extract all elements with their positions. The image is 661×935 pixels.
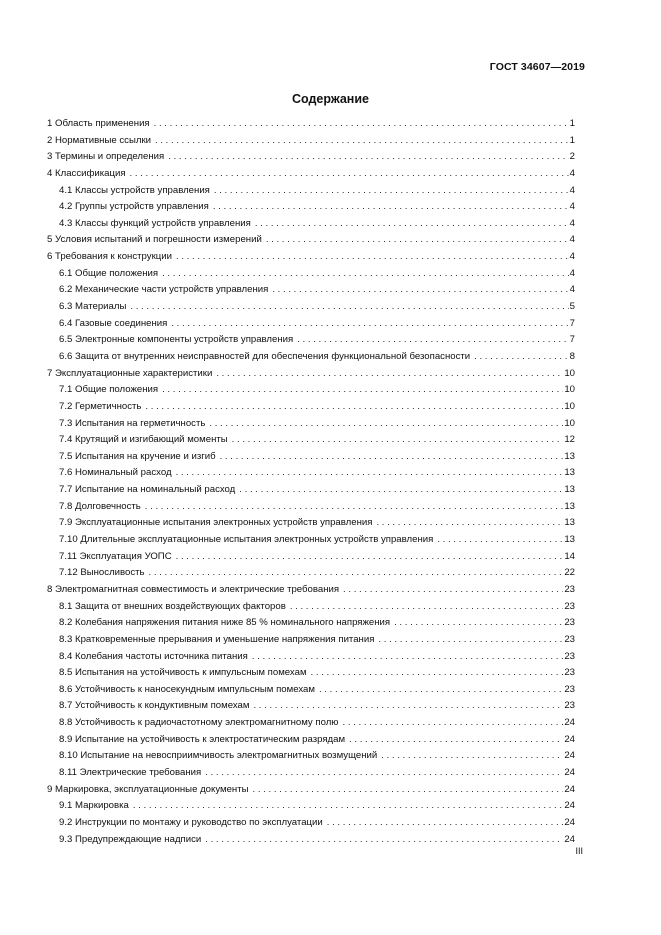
- dot-leader: [378, 632, 563, 649]
- dot-leader: [253, 782, 564, 799]
- toc-entry-page: 2: [569, 151, 575, 163]
- toc-entry-label: 9 Маркировка, эксплуатационные документы: [47, 783, 249, 795]
- toc-entry-label: 7 Эксплуатационные характеристики: [47, 367, 213, 379]
- toc-entry-page: 13: [564, 517, 575, 529]
- toc-entry-label: 7.5 Испытания на кручение и изгиб: [59, 450, 216, 462]
- toc-entry-label: 7.4 Крутящий и изгибающий моменты: [59, 434, 228, 446]
- toc-entry-page: 14: [564, 550, 575, 562]
- toc-entry-page: 4: [569, 284, 575, 296]
- toc-entry-label: 6.6 Защита от внутренних неисправностей для обеспечения функциональной безопасности: [59, 350, 471, 362]
- dot-leader: [266, 232, 569, 249]
- toc-entry-page: 13: [564, 450, 575, 462]
- toc-entry-page: 4: [569, 167, 575, 179]
- toc-entry-label: 6.4 Газовые соединения: [59, 317, 168, 329]
- toc-entry-label: 9.3 Предупреждающие надписи: [59, 833, 202, 845]
- toc-entry-page: 1: [569, 118, 575, 129]
- toc-entry-page: 23: [564, 633, 575, 645]
- toc-entry[interactable]: [47, 249, 575, 266]
- toc-entry-page: 23: [564, 667, 575, 679]
- toc-entry[interactable]: [47, 382, 575, 399]
- toc-entry-page: 24: [564, 783, 575, 795]
- dot-leader: [205, 765, 563, 782]
- toc-entry-page: 24: [564, 750, 575, 762]
- dot-leader: [133, 798, 563, 815]
- toc-entry-label: 8.1 Защита от внешних воздействующих факторов: [59, 600, 286, 612]
- toc-entry-label: 7.9 Эксплуатационные испытания электронных устройств управления: [59, 517, 373, 529]
- toc-entry-label: 7.8 Долговечность: [59, 500, 141, 512]
- dot-leader: [319, 682, 563, 699]
- toc-entry-label: 4.3 Классы функций устройств управления: [59, 217, 251, 229]
- dot-leader: [376, 515, 563, 532]
- dot-leader: [290, 599, 564, 616]
- dot-leader: [394, 615, 563, 632]
- toc-entry-page: 4: [569, 201, 575, 213]
- dot-leader: [220, 449, 564, 466]
- dot-leader: [297, 332, 568, 349]
- toc-entry-label: 8.7 Устойчивость к кондуктивным помехам: [59, 700, 250, 712]
- toc-entry[interactable]: [47, 332, 575, 349]
- toc-entry-label: 6.2 Механические части устройств управления: [59, 284, 269, 296]
- toc-entry-page: 10: [564, 400, 575, 412]
- toc-entry[interactable]: [47, 299, 575, 316]
- toc-entry-page: 23: [564, 617, 575, 629]
- toc-entry[interactable]: [47, 416, 575, 433]
- toc-entry-label: 6 Требования к конструкции: [47, 251, 172, 263]
- toc-entry-label: 7.10 Длительные эксплуатационные испытания электронных устройств управления: [59, 534, 434, 546]
- toc-entry-page: 10: [564, 384, 575, 396]
- toc-entry-label: 8.10 Испытание на невосприимчивость электромагнитных возмущений: [59, 750, 378, 762]
- toc-entry[interactable]: [47, 649, 575, 666]
- toc-entry-page: 5: [569, 301, 575, 313]
- toc-entry-page: 24: [564, 816, 575, 828]
- toc-entry-label: 6.3 Материалы: [59, 301, 127, 313]
- toc-entry-page: 7: [569, 334, 575, 346]
- toc-entry-label: 8.11 Электрические требования: [59, 766, 202, 778]
- toc-entry-page: 10: [564, 367, 575, 379]
- dot-leader: [149, 565, 564, 582]
- toc-entry-label: 8.3 Кратковременные прерывания и уменьшение напряжения питания: [59, 633, 375, 645]
- toc-entry-page: 13: [564, 467, 575, 479]
- toc-entry-label: 7.3 Испытания на герметичность: [59, 417, 206, 429]
- toc-entry-page: 7: [569, 317, 575, 329]
- toc-entry[interactable]: [47, 748, 575, 765]
- dot-leader: [130, 166, 569, 183]
- table-of-contents: [47, 116, 575, 848]
- toc-entry[interactable]: [47, 216, 575, 233]
- dot-leader: [327, 815, 564, 832]
- toc-entry[interactable]: [47, 116, 575, 133]
- toc-entry[interactable]: [47, 732, 575, 749]
- toc-entry-label: 8.6 Устойчивость к наносекундным импульсным помехам: [59, 683, 315, 695]
- toc-entry[interactable]: [47, 698, 575, 715]
- toc-entry-page: 13: [564, 484, 575, 496]
- toc-entry[interactable]: [47, 399, 575, 416]
- toc-entry[interactable]: [47, 765, 575, 782]
- toc-entry-label: 8.4 Колебания частоты источника питания: [59, 650, 248, 662]
- toc-title: Содержание: [291, 92, 369, 106]
- toc-entry-label: 2 Нормативные ссылки: [47, 134, 152, 146]
- dot-leader: [176, 549, 564, 566]
- dot-leader: [162, 382, 563, 399]
- toc-entry[interactable]: [47, 665, 575, 682]
- toc-entry[interactable]: [47, 632, 575, 649]
- toc-entry[interactable]: [47, 366, 575, 383]
- dot-leader: [130, 299, 568, 316]
- toc-entry[interactable]: [47, 549, 575, 566]
- toc-entry[interactable]: [47, 316, 575, 333]
- toc-entry-label: 8.5 Испытания на устойчивость к импульсным помехам: [59, 667, 307, 679]
- toc-entry[interactable]: [47, 349, 575, 366]
- toc-entry[interactable]: [47, 565, 575, 582]
- toc-entry-page: 4: [569, 184, 575, 196]
- dot-leader: [343, 715, 564, 732]
- toc-entry-page: 13: [564, 534, 575, 546]
- toc-entry-label: 7.2 Герметичность: [59, 400, 142, 412]
- toc-entry-label: 7.6 Номинальный расход: [59, 467, 172, 479]
- dot-leader: [209, 416, 563, 433]
- dot-leader: [214, 183, 569, 200]
- toc-entry[interactable]: [47, 432, 575, 449]
- toc-entry-label: 8.9 Испытание на устойчивость к электростатическим разрядам: [59, 733, 346, 745]
- toc-entry-page: 10: [564, 417, 575, 429]
- toc-entry-page: 23: [564, 683, 575, 695]
- dot-leader: [162, 266, 569, 283]
- toc-entry-label: 8 Электромагнитная совместимость и электрические требования: [47, 583, 340, 595]
- toc-entry-page: 24: [564, 800, 575, 812]
- toc-entry[interactable]: [47, 532, 575, 549]
- toc-entry-page: 23: [564, 600, 575, 612]
- toc-entry[interactable]: [47, 449, 575, 466]
- toc-entry-page: 24: [564, 833, 575, 845]
- dot-leader: [255, 216, 569, 233]
- toc-entry-label: 8.8 Устойчивость к радиочастотному электромагнитному полю: [59, 717, 339, 729]
- toc-entry-page: 22: [564, 567, 575, 579]
- toc-entry-label: 1 Область применения: [47, 118, 150, 129]
- toc-entry[interactable]: [47, 798, 575, 815]
- toc-entry[interactable]: [47, 465, 575, 482]
- toc-entry[interactable]: [47, 266, 575, 283]
- toc-entry-label: 3 Термины и определения: [47, 151, 165, 163]
- toc-entry-label: 9.2 Инструкции по монтажу и руководство по эксплуатации: [59, 816, 323, 828]
- toc-entry-label: 7.12 Выносливость: [59, 567, 145, 579]
- toc-entry-label: 5 Условия испытаний и погрешности измерений: [47, 234, 262, 246]
- dot-leader: [239, 482, 563, 499]
- toc-entry-page: 24: [564, 717, 575, 729]
- toc-entry-label: 6.1 Общие положения: [59, 267, 159, 279]
- dot-leader: [145, 399, 563, 416]
- dot-leader: [253, 698, 563, 715]
- toc-entry-page: 4: [569, 234, 575, 246]
- toc-entry-page: 8: [569, 350, 575, 362]
- dot-leader: [176, 249, 569, 266]
- toc-entry-page: 4: [569, 267, 575, 279]
- toc-entry-label: 4.1 Классы устройств управления: [59, 184, 210, 196]
- toc-entry-label: 7.11 Эксплуатация УОПС: [59, 550, 172, 562]
- toc-entry-label: 4 Классификация: [47, 167, 126, 179]
- toc-entry[interactable]: [47, 782, 575, 799]
- dot-leader: [145, 499, 564, 516]
- toc-entry-page: 23: [564, 583, 575, 595]
- toc-entry[interactable]: [47, 499, 575, 516]
- dot-leader: [154, 116, 569, 133]
- toc-entry[interactable]: [47, 183, 575, 200]
- toc-entry-label: 4.2 Группы устройств управления: [59, 201, 209, 213]
- dot-leader: [381, 748, 563, 765]
- page-number: III: [575, 846, 583, 856]
- toc-entry-page: 23: [564, 650, 575, 662]
- toc-entry-page: 1: [569, 134, 575, 146]
- dot-leader: [176, 465, 564, 482]
- dot-leader: [349, 732, 563, 749]
- dot-leader: [437, 532, 563, 549]
- toc-entry-label: 7.1 Общие положения: [59, 384, 159, 396]
- toc-entry-label: 7.7 Испытание на номинальный расход: [59, 484, 236, 496]
- document-code: ГОСТ 34607—2019: [489, 61, 585, 73]
- toc-entry-label: 9.1 Маркировка: [59, 800, 129, 812]
- dot-leader: [252, 649, 564, 666]
- dot-leader: [205, 832, 563, 849]
- toc-entry[interactable]: [47, 582, 575, 599]
- toc-entry-page: 12: [564, 434, 575, 446]
- toc-entry-page: 13: [564, 500, 575, 512]
- dot-leader: [474, 349, 569, 366]
- toc-entry[interactable]: [47, 599, 575, 616]
- toc-entry-page: 23: [564, 700, 575, 712]
- toc-entry[interactable]: [47, 615, 575, 632]
- toc-entry[interactable]: [47, 715, 575, 732]
- toc-entry[interactable]: [47, 832, 575, 849]
- toc-entry-page: 24: [564, 733, 575, 745]
- dot-leader: [168, 149, 568, 166]
- toc-entry-label: 8.2 Колебания напряжения питания ниже 85 % номинального напряжения: [59, 617, 391, 629]
- dot-leader: [272, 282, 568, 299]
- dot-leader: [171, 316, 568, 333]
- toc-entry[interactable]: [47, 282, 575, 299]
- dot-leader: [343, 582, 563, 599]
- toc-entry[interactable]: [47, 149, 575, 166]
- toc-entry[interactable]: [47, 482, 575, 499]
- toc-entry[interactable]: [47, 815, 575, 832]
- toc-entry[interactable]: [47, 199, 575, 216]
- dot-leader: [213, 199, 569, 216]
- toc-entry-page: 4: [569, 217, 575, 229]
- toc-entry-label: 6.5 Электронные компоненты устройств управления: [59, 334, 294, 346]
- toc-entry[interactable]: [47, 166, 575, 183]
- toc-entry[interactable]: [47, 515, 575, 532]
- dot-leader: [232, 432, 564, 449]
- toc-entry-page: 24: [564, 766, 575, 778]
- dot-leader: [311, 665, 564, 682]
- toc-entry-page: 4: [569, 251, 575, 263]
- toc-entry[interactable]: [47, 232, 575, 249]
- toc-entry[interactable]: [47, 682, 575, 699]
- toc-entry[interactable]: [47, 133, 575, 150]
- dot-leader: [155, 133, 569, 150]
- dot-leader: [216, 366, 563, 383]
